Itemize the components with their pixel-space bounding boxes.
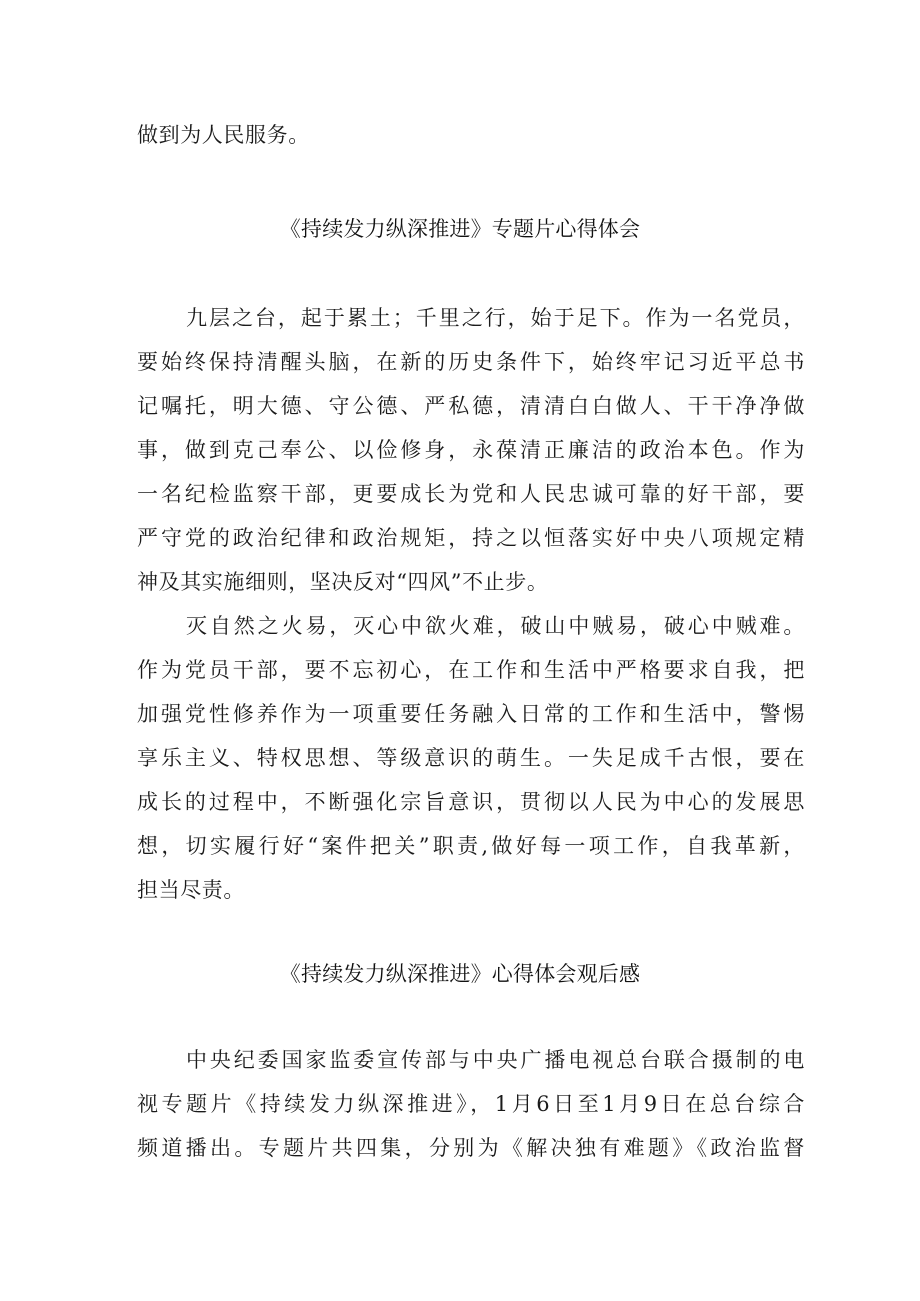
section1-p1-line: 事，做到克己奉公、以俭修身，永葆清正廉洁的政治本色。作为 xyxy=(137,438,805,462)
section2-p1-line: 频道播出。专题片共四集，分别为《解决独有难题》《政治监督 xyxy=(137,1136,805,1160)
section1-p2-line: 成长的过程中，不断强化宗旨意识，贯彻以人民为中心的发展思 xyxy=(137,790,805,814)
section2-p1-line: 中央纪委国家监委宣传部与中央广播电视总台联合摄制的电 xyxy=(186,1048,805,1072)
section1-p2-line: 想，切实履行好“案件把关”职责,做好每一项工作，自我革新， xyxy=(137,834,805,858)
section1-p2-line: 享乐主义、特权思想、等级意识的萌生。一失足成千古恨，要在 xyxy=(137,746,805,770)
section1-p2-line: 担当尽责。 xyxy=(137,878,245,902)
section1-p1-line: 要始终保持清醒头脑，在新的历史条件下，始终牢记习近平总书 xyxy=(137,350,805,374)
section2-title: 《持续发力纵深推进》心得体会观后感 xyxy=(279,962,641,986)
section1-p1-line: 严守党的政治纪律和政治规矩，持之以恒落实好中央八项规定精 xyxy=(137,526,805,550)
section1-p1-line: 九层之台，起于累土；千里之行，始于足下。作为一名党员， xyxy=(186,306,805,330)
intro-line: 做到为人民服务。 xyxy=(137,123,310,147)
section2-p1-line: 视专题片《持续发力纵深推进》，1月6日至1月9日在总台综合 xyxy=(137,1092,805,1116)
section1-title: 《持续发力纵深推进》专题片心得体会 xyxy=(279,217,641,241)
section1-p2-line: 加强党性修养作为一项重要任务融入日常的工作和生活中，警惕 xyxy=(137,702,805,726)
section1-p1-line: 一名纪检监察干部，更要成长为党和人民忠诚可靠的好干部，要 xyxy=(137,482,805,506)
section1-p2-line: 作为党员干部，要不忘初心，在工作和生活中严格要求自我，把 xyxy=(137,658,805,682)
section1-p1-line: 神及其实施细则，坚决反对“四风”不止步。 xyxy=(137,570,549,594)
section1-p2-line: 灭自然之火易，灭心中欲火难，破山中贼易，破心中贼难。 xyxy=(186,614,805,638)
section1-p1-line: 记嘱托，明大德、守公德、严私德，清清白白做人、干干净净做 xyxy=(137,394,805,418)
